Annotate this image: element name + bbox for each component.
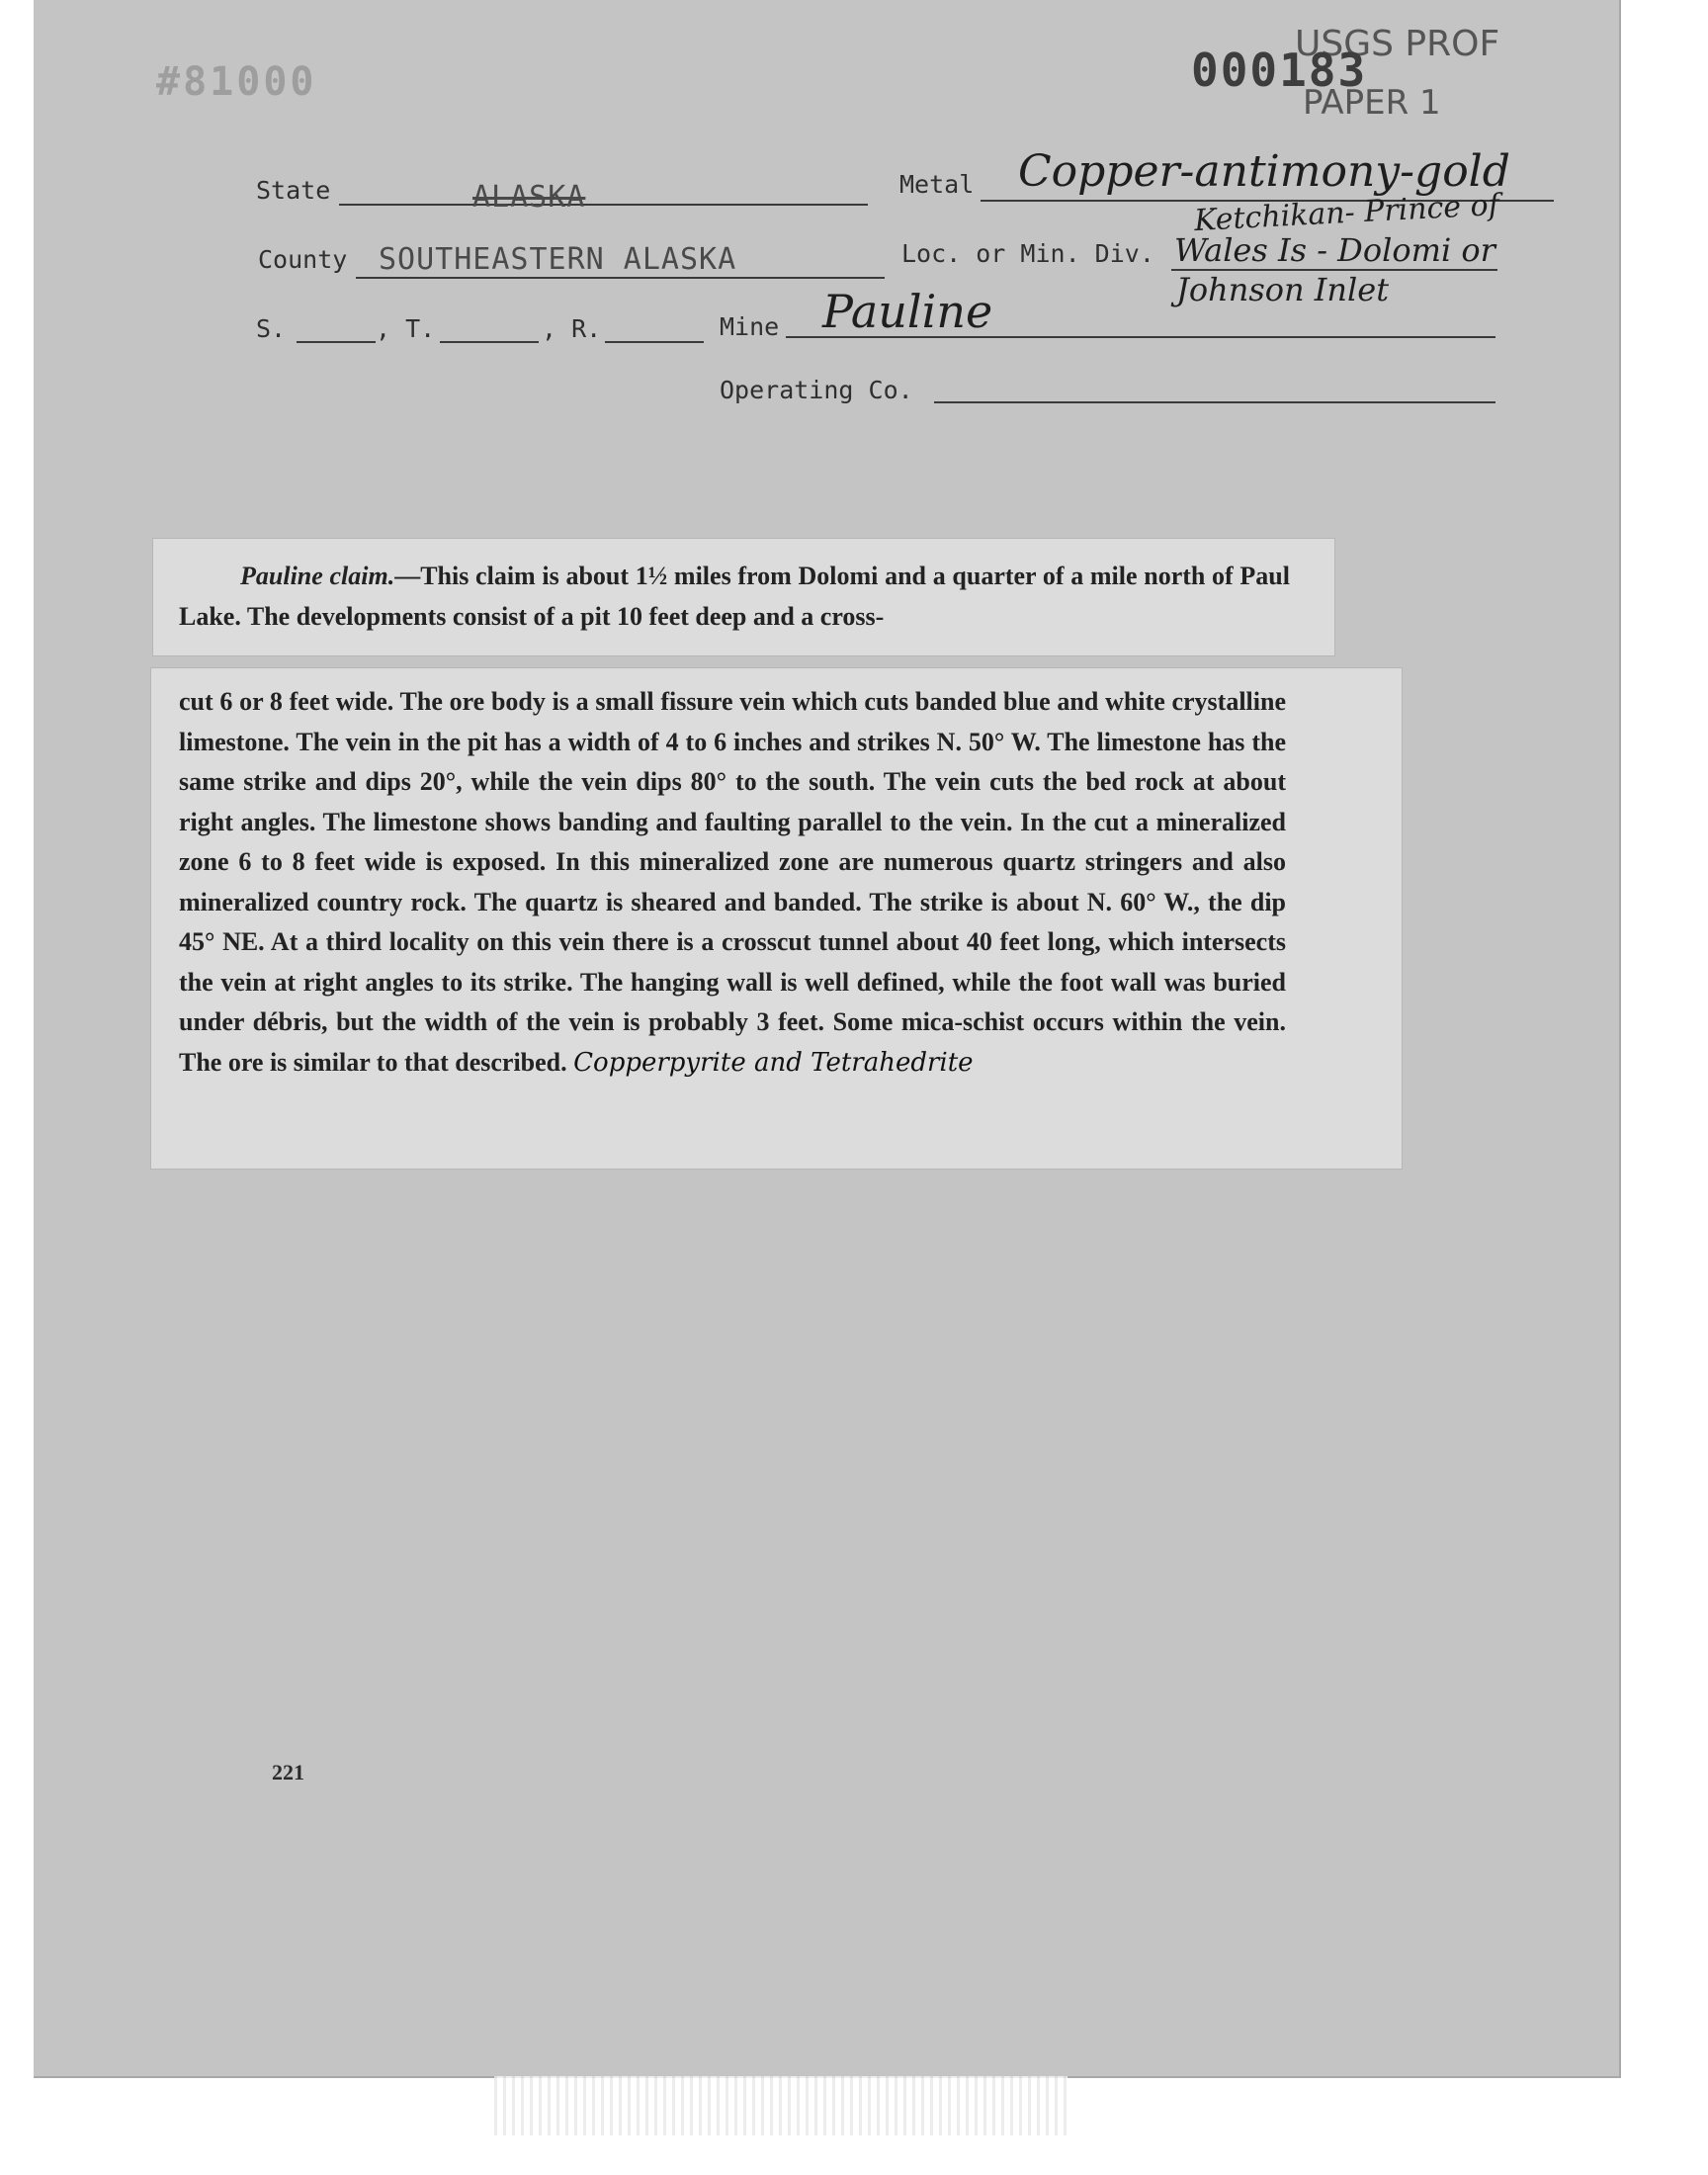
page-number: 221 (272, 1760, 304, 1784)
stamp-right-number: 000183 (1191, 44, 1368, 97)
metal-label: Metal (899, 170, 975, 199)
loc-value-line2: Wales Is - Dolomi or (1174, 231, 1495, 269)
loc-label: Loc. or Min. Div. (901, 239, 1154, 268)
r-label: , R. (542, 314, 602, 343)
t-label: , T. (376, 314, 436, 343)
metal-value: Copper-antimony-gold (1018, 146, 1510, 197)
mine-label: Mine (720, 312, 780, 341)
stamp-usgs: USGS PROF (1295, 24, 1500, 64)
clipping-2 (151, 668, 1402, 1169)
clipping-1-text (179, 557, 1290, 637)
mine-value: Pauline (822, 285, 993, 338)
s-line (297, 341, 376, 343)
stamp-left-number: #81000 (156, 59, 317, 105)
county-label: County (258, 245, 348, 274)
operating-line (934, 401, 1495, 403)
county-line (356, 277, 885, 279)
clipping-1-lead: Pauline claim. (240, 562, 395, 590)
stamp-paper: PAPER 1 (1303, 83, 1441, 123)
clipping-2-body: cut 6 or 8 feet wide. The ore body is a small fissure vein which cuts banded blue and white crystalline limestone. The vein in the pit has a width of 4 to 6 inches and strikes N. 50° W. The limestone has the same strike and dips 20°, while the vein dips 80° to the south. The vein cuts the bed rock at about right angles. The limestone shows banding and faulting parallel to the vein. In the cut a mineralized zone 6 to 8 feet wide is exposed. In this mineralized zone are numerous quartz stringers and also mineralized country rock. The quartz is sheared and banded. The strike is about N. 60° W., the dip 45° NE. At a third locality on this vein there is a crosscut tunnel about 40 feet long, which intersects the vein at right angles to its strike. The hanging wall is well defined, while the foot wall was buried under débris, but the width of the vein is probably 3 feet. Some mica-schist occurs within the vein. The ore is similar to that described. (179, 687, 1286, 1077)
operating-label: Operating Co. (720, 376, 913, 404)
t-line (440, 341, 539, 343)
r-line (605, 341, 704, 343)
county-value: SOUTHEASTERN ALASKA (379, 242, 737, 277)
clipping-2-text (179, 682, 1286, 1083)
state-label: State (256, 176, 331, 205)
state-line (339, 204, 868, 206)
scan-artifact (494, 2076, 1068, 2135)
clipping-2-handwritten-note: Copperpyrite and Tetrahedrite (573, 1047, 974, 1078)
s-label: S. (256, 314, 287, 343)
clipping-1 (153, 539, 1334, 655)
loc-value-line1: Ketchikan- Prince of (1193, 187, 1500, 239)
clipping-1-body: —This claim is about 1½ miles from Dolomi and a quarter of a mile north of Paul Lake. The developments consist of a pit 10 feet deep and a cross- (179, 562, 1290, 631)
state-value: ALASKA (472, 180, 586, 215)
loc-value-line3: Johnson Inlet (1176, 271, 1390, 308)
